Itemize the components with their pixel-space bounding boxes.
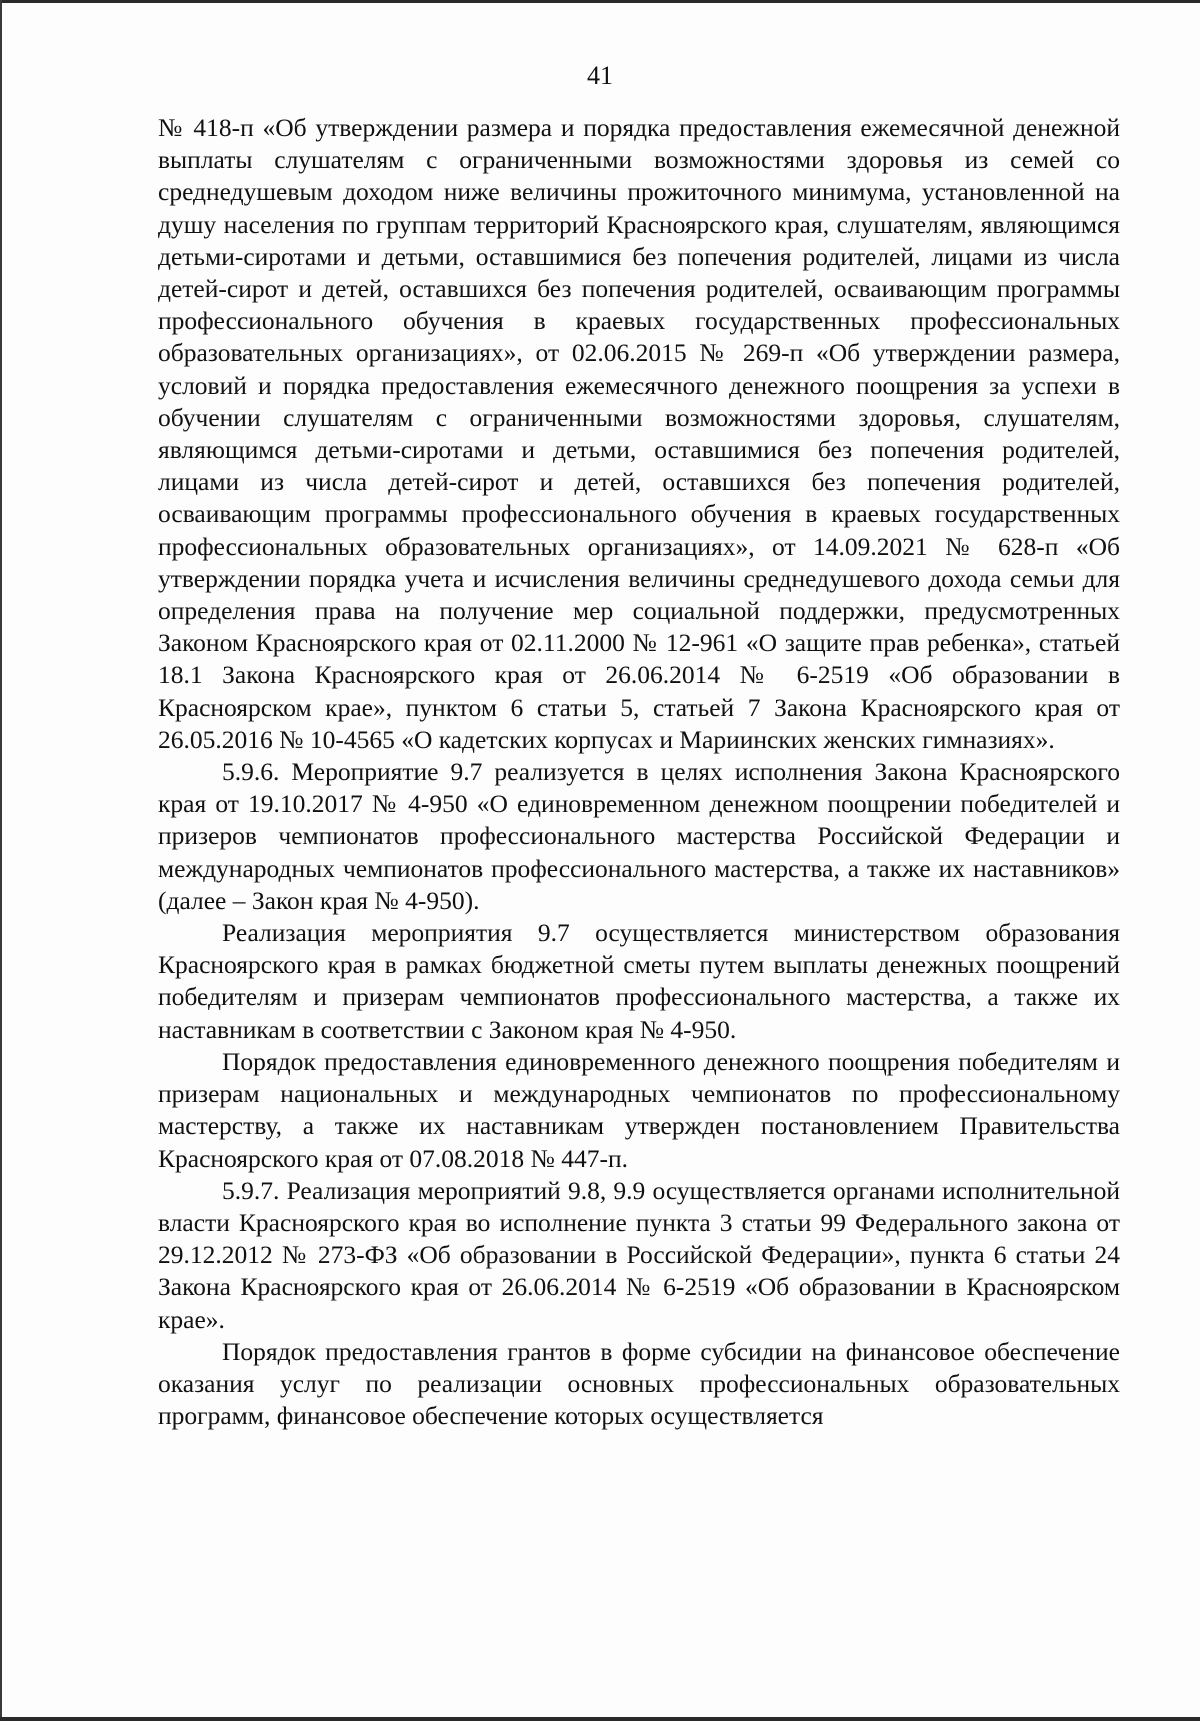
page-number: 41 (587, 61, 613, 90)
scan-edge-left (0, 0, 2, 1721)
paragraph-reward-procedure: Порядок предоставления единовременного денежного поощрения победителям и призерам национальных и международных чемпионатов по профессиональному мастерству, а также их наставникам утвержден постановлением Правительства Красноярского края от 07.08.2018 № 447-п. (158, 1046, 1120, 1173)
paragraph-measure-9-7-implementation: Реализация мероприятия 9.7 осуществляется министерством образования Красноярского края в рамках бюджетной сметы путем выплаты денежных поощрений победителям и призерам чемпионатов профессионального мастерства, а также их наставникам в соответствии с Законом края № 4-950. (158, 918, 1120, 1044)
paragraph-5-9-7: 5.9.7. Реализация мероприятий 9.8, 9.9 осуществляется органами исполнительной власти Красноярского края во исполнение пункта 3 статьи 99 Федерального закона от 29.12.2012 № 273-ФЗ «Об образовании в Российской Федерации», пункта 6 статьи 24 Закона Красноярского края от 26.06.2014 № 6-2519 «Об образовании в Красноярском крае». (158, 1175, 1120, 1334)
paragraph-5-9-6: 5.9.6. Мероприятие 9.7 реализуется в целях исполнения Закона Красноярского края от 19.10.2017 № 4-950 «О единовременном денежном поощрении победителей и призеров чемпионатов профессионального мастерства Российской Федерации и международных чемпионатов профессионального мастерства, а также их наставников» (далее – Закон края № 4-950). (158, 757, 1120, 915)
scan-edge-top (0, 0, 1200, 3)
paragraph-continuation: № 418-п «Об утверждении размера и порядка предоставления ежемесячной денежной выплаты слушателям с ограниченными возможностями здоровья из семей со среднедушевым доходом ниже величины прожиточного минимума, установленной на душу населения по группам территорий Красноярского края, слушателям, являющимся детьми-сиротами и детьми, оставшимися без попечения родителей, лицами из числа детей-сирот и детей, оставшихся без попечения родителей, осваивающим программы профессионального обучения в краевых государственных профессиональных образовательных организациях», от 02.06.2015 № 269-п «Об утверждении размера, условий и порядка предоставления ежемесячного денежного поощрения за успехи в обучении слушателям с ограниченными возможностями здоровья, слушателям, являющимся детьми-сиротами и детьми, оставшимися без попечения родителей, лицами из числа детей-сирот и детей, оставшихся без попечения родителей, осваивающим программы профессионального обучения в краевых государственных профессиональных образовательных организациях», от 14.09.2021 № 628-п «Об утверждении порядка учета и исчисления величины среднедушевого дохода семьи для определения права на получение мер социальной поддержки, предусмотренных Законом Красноярского края от 02.11.2000 № 12-961 «О защите прав ребенка», статьей 18.1 Закона Красноярского края от 26.06.2014 № 6-2519 «Об образовании в Красноярском крае», пунктом 6 статьи 5, статьей 7 Закона Красноярского края от 26.05.2016 № 10-4565 «О кадетских корпусах и Мариинских женских гимназиях». (158, 113, 1120, 754)
scan-edge-bottom (0, 1717, 1200, 1721)
paragraph-grants-procedure: Порядок предоставления грантов в форме субсидии на финансовое обеспечение оказания услуг по реализации основных профессиональных образовательных программ, финансовое обеспечение которых осуществляется (158, 1336, 1120, 1431)
document-body (158, 112, 1120, 1432)
